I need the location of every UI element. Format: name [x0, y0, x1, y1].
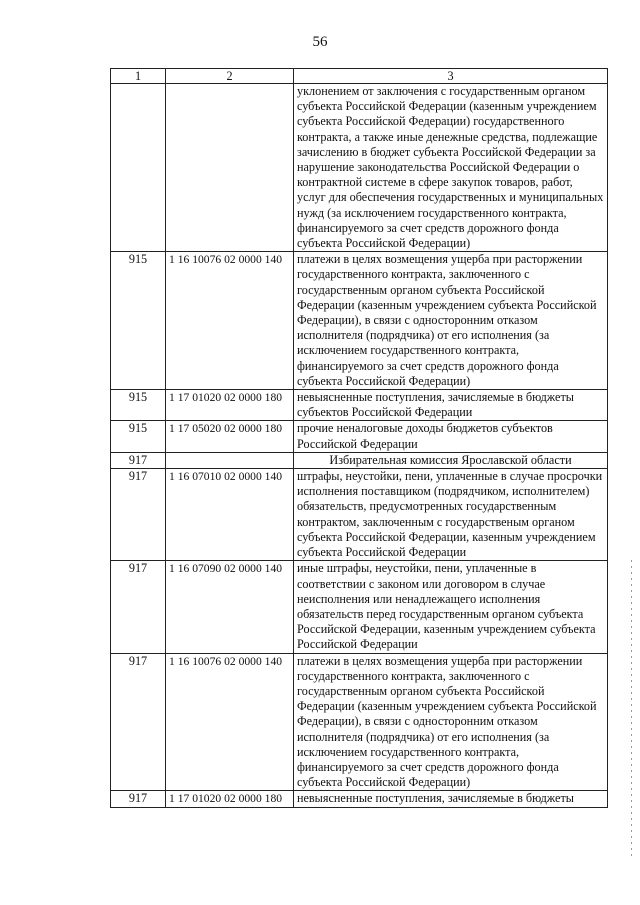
- admin-code-cell: [111, 84, 166, 252]
- revenue-code-cell: 1 17 01020 02 0000 180: [166, 390, 294, 421]
- admin-code-cell: 917: [111, 469, 166, 561]
- table-row: [111, 390, 608, 421]
- page-number: 56: [312, 34, 328, 50]
- revenue-code-cell: 1 16 07090 02 0000 140: [166, 561, 294, 653]
- header-col-1: 1: [111, 69, 166, 84]
- description-cell: платежи в целях возмещения ущерба при расторжении государственного контракта, заключенного с государственным органом субъекта Российской Федерации (казенным учреждением субъекта Российской Федерации), в связи с односторонним отказом исполнителя (подрядчика) от его исполнения (за исключением государственного контракта, финансируемого за счет средств дорожного фонда субъекта Российской Федерации): [294, 252, 608, 390]
- description-cell: уклонением от заключения с государственным органом субъекта Российской Федерации (казенным учреждением субъекта Российской Федерации) государственного контракта, а также иные денежные средства, подлежащие зачислению в бюджет субъекта Российской Федерации за нарушение законодательства Российской Федерации о контрактной системе в сфере закупок товаров, работ, услуг для обеспечения государственных и муниципальных нужд (за исключением государственного контракта, финансируемого за счет средств дорожного фонда субъекта Российской Федерации): [294, 84, 608, 252]
- description-cell: иные штрафы, неустойки, пени, уплаченные в соответствии с законом или договором в случае неисполнения или ненадлежащего исполнения обязательств перед государственным органом субъекта Российской Федерации, казенным учреждением субъекта Российской Федерации: [294, 561, 608, 653]
- description-cell: невыясненные поступления, зачисляемые в бюджеты: [294, 791, 608, 807]
- revenue-code-cell: [166, 84, 294, 252]
- table-row: [111, 421, 608, 452]
- header-col-2: 2: [166, 69, 294, 84]
- table-row: [111, 452, 608, 468]
- table-row: [111, 653, 608, 791]
- admin-code-cell: 917: [111, 791, 166, 807]
- description-cell: штрафы, неустойки, пени, уплаченные в случае просрочки исполнения поставщиком (подрядчиком, исполнителем) обязательств, предусмотренных государственным контрактом, заключенным с государственым органом субъекта Российской Федерации, казенным учреждением субъекта Российской Федерации: [294, 469, 608, 561]
- table-row: [111, 84, 608, 252]
- description-cell: невыясненные поступления, зачисляемые в бюджеты субъектов Российской Федерации: [294, 390, 608, 421]
- scan-edge-mark: [631, 560, 632, 860]
- table-header-row: [111, 69, 608, 84]
- agency-title-cell: Избирательная комиссия Ярославской области: [294, 452, 608, 468]
- table-row: [111, 561, 608, 653]
- table-row: [111, 791, 608, 807]
- revenue-code-cell: 1 16 07010 02 0000 140: [166, 469, 294, 561]
- header-col-3: 3: [294, 69, 608, 84]
- description-cell: платежи в целях возмещения ущерба при расторжении государственного контракта, заключенного с государственным органом субъекта Российской Федерации (казенным учреждением субъекта Российской Федерации), в связи с односторонним отказом исполнителя (подрядчика) от его исполнения (за исключением государственного контракта, финансируемого за счет средств дорожного фонда субъекта Российской Федерации): [294, 653, 608, 791]
- admin-code-cell: 917: [111, 653, 166, 791]
- revenue-code-cell: 1 17 01020 02 0000 180: [166, 791, 294, 807]
- revenue-code-cell: 1 17 05020 02 0000 180: [166, 421, 294, 452]
- table-row: [111, 252, 608, 390]
- revenue-code-cell: 1 16 10076 02 0000 140: [166, 653, 294, 791]
- revenue-code-cell: [166, 452, 294, 468]
- revenue-code-cell: 1 16 10076 02 0000 140: [166, 252, 294, 390]
- admin-code-cell: 917: [111, 561, 166, 653]
- admin-code-cell: 915: [111, 252, 166, 390]
- admin-code-cell: 917: [111, 452, 166, 468]
- admin-code-cell: 915: [111, 421, 166, 452]
- revenue-code-table: [110, 68, 608, 808]
- description-cell: прочие неналоговые доходы бюджетов субъектов Российской Федерации: [294, 421, 608, 452]
- table-row: [111, 469, 608, 561]
- admin-code-cell: 915: [111, 390, 166, 421]
